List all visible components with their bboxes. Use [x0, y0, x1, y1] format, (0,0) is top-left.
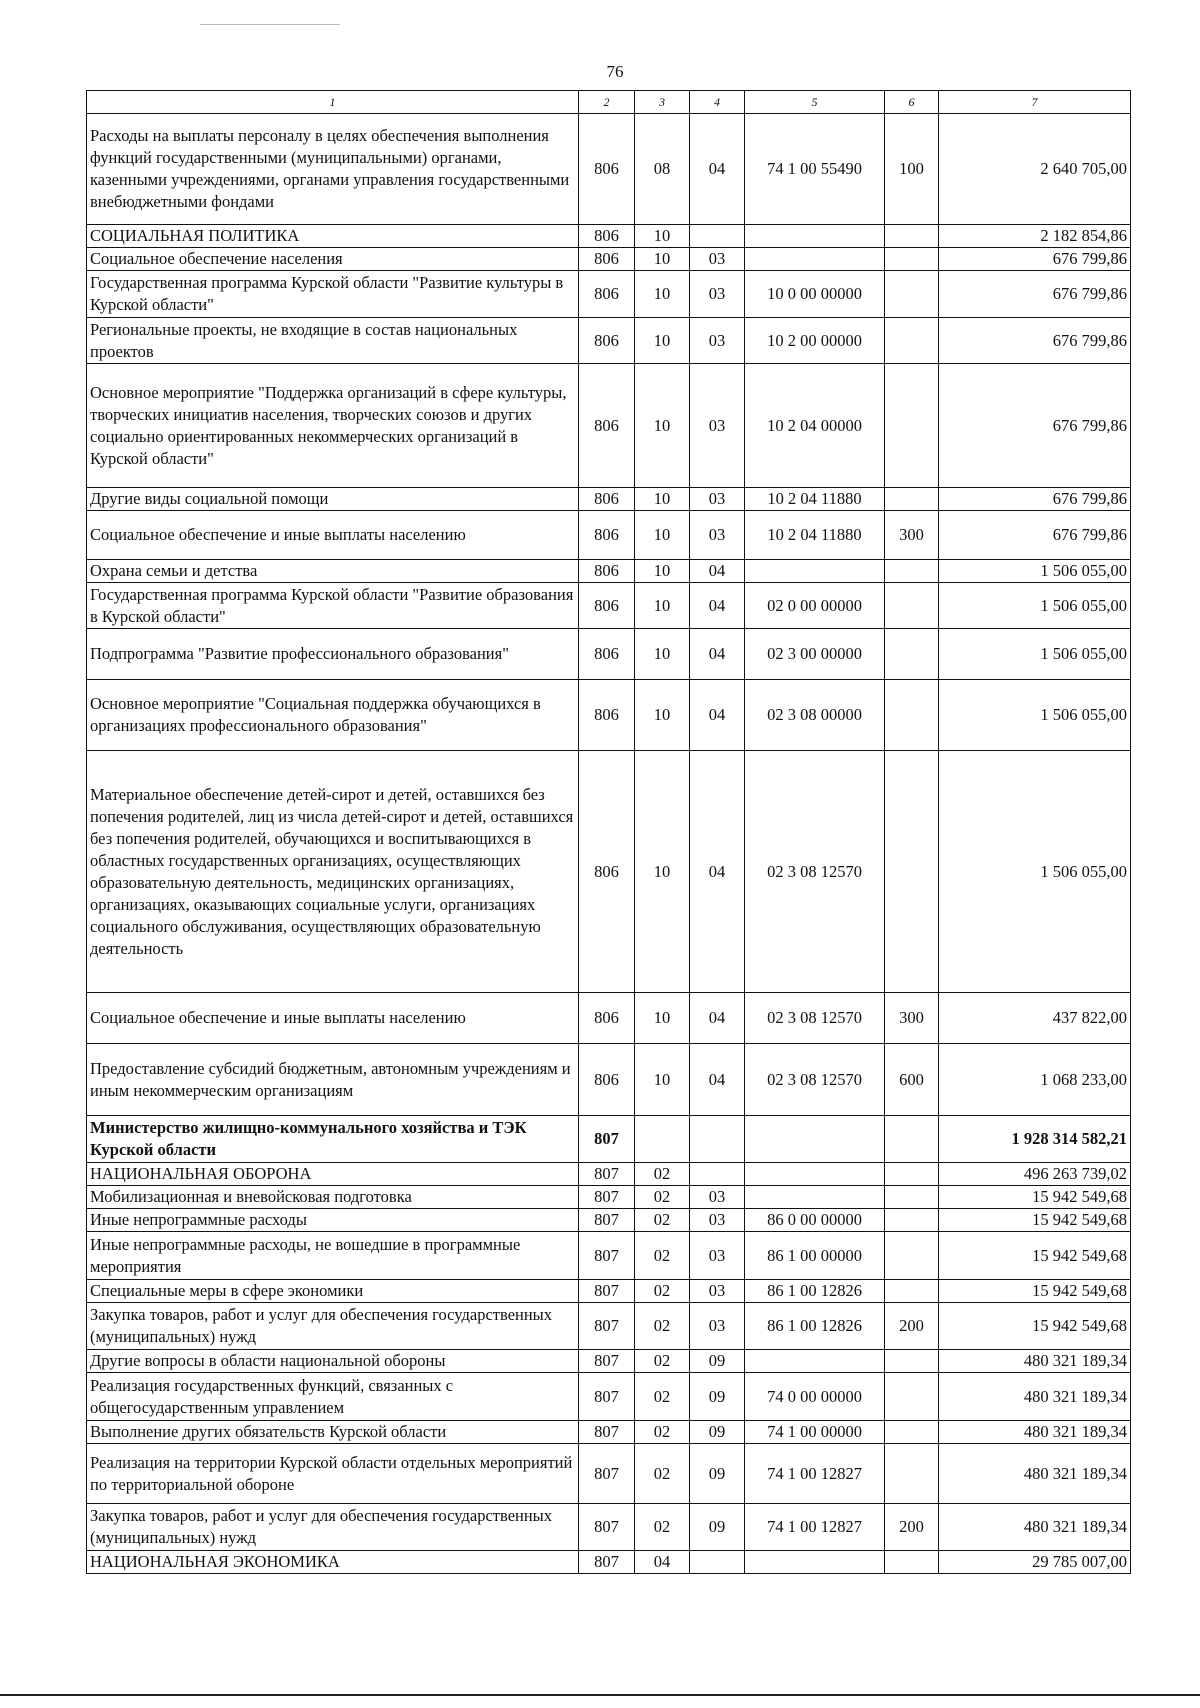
expense-type-code	[885, 1551, 939, 1574]
item-name: Региональные проекты, не входящие в состав национальных проектов	[87, 318, 579, 364]
section-code: 02	[635, 1350, 690, 1373]
ministry-code: 807	[579, 1232, 635, 1280]
table-row	[87, 1163, 1131, 1186]
subsection-code: 03	[690, 364, 745, 488]
table-row	[87, 1350, 1131, 1373]
subsection-code: 09	[690, 1350, 745, 1373]
section-code: 10	[635, 318, 690, 364]
item-name: Специальные меры в сфере экономики	[87, 1280, 579, 1303]
column-number: 1	[87, 91, 579, 114]
expense-type-code	[885, 560, 939, 583]
expense-type-code	[885, 1373, 939, 1421]
item-name: Расходы на выплаты персоналу в целях обеспечения выполнения функций государственными (муниципальными) органами, казенными учреждениями, органами управления государственными внебюджетными фондами	[87, 114, 579, 225]
subsection-code: 04	[690, 629, 745, 680]
table-row	[87, 560, 1131, 583]
ministry-code: 807	[579, 1551, 635, 1574]
subsection-code: 04	[690, 1044, 745, 1116]
amount: 496 263 739,02	[939, 1163, 1131, 1186]
amount: 15 942 549,68	[939, 1209, 1131, 1232]
expense-type-code: 300	[885, 993, 939, 1044]
ministry-code: 806	[579, 225, 635, 248]
table-row	[87, 1044, 1131, 1116]
item-name: Основное мероприятие "Социальная поддержка обучающихся в организациях профессионального образования"	[87, 680, 579, 751]
table-row	[87, 318, 1131, 364]
amount: 15 942 549,68	[939, 1232, 1131, 1280]
item-name: Иные непрограммные расходы, не вошедшие в программные мероприятия	[87, 1232, 579, 1280]
section-code: 10	[635, 1044, 690, 1116]
budget-table	[86, 90, 1131, 1574]
subsection-code: 04	[690, 751, 745, 993]
target-article-code: 86 1 00 12826	[745, 1280, 885, 1303]
item-name: Закупка товаров, работ и услуг для обеспечения государственных (муниципальных) нужд	[87, 1504, 579, 1551]
expense-type-code	[885, 488, 939, 511]
column-number: 6	[885, 91, 939, 114]
item-name: Другие вопросы в области национальной обороны	[87, 1350, 579, 1373]
item-name: СОЦИАЛЬНАЯ ПОЛИТИКА	[87, 225, 579, 248]
amount: 2 182 854,86	[939, 225, 1131, 248]
amount: 480 321 189,34	[939, 1421, 1131, 1444]
ministry-code: 806	[579, 751, 635, 993]
target-article-code	[745, 1116, 885, 1163]
ministry-code: 806	[579, 1044, 635, 1116]
column-number: 5	[745, 91, 885, 114]
item-name: Социальное обеспечение населения	[87, 248, 579, 271]
table-row	[87, 1280, 1131, 1303]
target-article-code: 02 3 08 12570	[745, 1044, 885, 1116]
expense-type-code: 200	[885, 1303, 939, 1350]
expense-type-code	[885, 364, 939, 488]
ministry-code: 807	[579, 1163, 635, 1186]
table-row	[87, 1116, 1131, 1163]
amount: 676 799,86	[939, 511, 1131, 560]
target-article-code: 10 2 04 11880	[745, 511, 885, 560]
table-row	[87, 1504, 1131, 1551]
table-row	[87, 511, 1131, 560]
subsection-code: 04	[690, 680, 745, 751]
section-code: 02	[635, 1421, 690, 1444]
ministry-code: 806	[579, 364, 635, 488]
subsection-code: 03	[690, 1280, 745, 1303]
amount: 1 506 055,00	[939, 560, 1131, 583]
target-article-code: 02 3 08 12570	[745, 751, 885, 993]
table-row	[87, 114, 1131, 225]
table-row	[87, 1209, 1131, 1232]
section-code: 02	[635, 1280, 690, 1303]
expense-type-code	[885, 1209, 939, 1232]
item-name: Мобилизационная и вневойсковая подготовка	[87, 1186, 579, 1209]
subsection-code: 04	[690, 583, 745, 629]
ministry-code: 806	[579, 993, 635, 1044]
table-row	[87, 271, 1131, 318]
target-article-code: 02 3 08 12570	[745, 993, 885, 1044]
expense-type-code	[885, 1444, 939, 1504]
section-code: 10	[635, 629, 690, 680]
target-article-code: 10 2 00 00000	[745, 318, 885, 364]
ministry-code: 806	[579, 488, 635, 511]
expense-type-code	[885, 318, 939, 364]
table-row	[87, 583, 1131, 629]
subsection-code: 09	[690, 1504, 745, 1551]
expense-type-code	[885, 629, 939, 680]
section-code: 10	[635, 560, 690, 583]
subsection-code: 03	[690, 1209, 745, 1232]
target-article-code: 74 1 00 12827	[745, 1444, 885, 1504]
item-name: НАЦИОНАЛЬНАЯ ОБОРОНА	[87, 1163, 579, 1186]
target-article-code: 10 2 04 11880	[745, 488, 885, 511]
table-row	[87, 993, 1131, 1044]
expense-type-code	[885, 1116, 939, 1163]
table-row	[87, 1421, 1131, 1444]
section-code: 10	[635, 271, 690, 318]
table-row	[87, 1232, 1131, 1280]
ministry-code: 807	[579, 1350, 635, 1373]
target-article-code: 86 1 00 12826	[745, 1303, 885, 1350]
item-name: Государственная программа Курской области "Развитие культуры в Курской области"	[87, 271, 579, 318]
section-code: 02	[635, 1163, 690, 1186]
ministry-code: 807	[579, 1116, 635, 1163]
subsection-code	[690, 1551, 745, 1574]
ministry-code: 806	[579, 318, 635, 364]
subsection-code	[690, 1116, 745, 1163]
item-name: НАЦИОНАЛЬНАЯ ЭКОНОМИКА	[87, 1551, 579, 1574]
amount: 1 928 314 582,21	[939, 1116, 1131, 1163]
section-code: 10	[635, 488, 690, 511]
item-name: Реализация на территории Курской области отдельных мероприятий по территориальной обороне	[87, 1444, 579, 1504]
subsection-code: 09	[690, 1373, 745, 1421]
subsection-code: 03	[690, 511, 745, 560]
expense-type-code	[885, 271, 939, 318]
amount: 1 506 055,00	[939, 583, 1131, 629]
subsection-code: 03	[690, 1232, 745, 1280]
target-article-code: 02 0 00 00000	[745, 583, 885, 629]
target-article-code	[745, 1551, 885, 1574]
ministry-code: 807	[579, 1504, 635, 1551]
amount: 676 799,86	[939, 271, 1131, 318]
table-body	[87, 91, 1131, 1574]
amount: 1 506 055,00	[939, 629, 1131, 680]
table-row	[87, 1303, 1131, 1350]
column-number: 3	[635, 91, 690, 114]
subsection-code: 03	[690, 248, 745, 271]
expense-type-code	[885, 1350, 939, 1373]
target-article-code: 86 1 00 00000	[745, 1232, 885, 1280]
expense-type-code	[885, 225, 939, 248]
amount: 1 506 055,00	[939, 751, 1131, 993]
expense-type-code	[885, 1421, 939, 1444]
item-name: Социальное обеспечение и иные выплаты населению	[87, 511, 579, 560]
amount: 1 068 233,00	[939, 1044, 1131, 1116]
amount: 2 640 705,00	[939, 114, 1131, 225]
subsection-code: 09	[690, 1421, 745, 1444]
target-article-code: 10 2 04 00000	[745, 364, 885, 488]
subsection-code: 03	[690, 318, 745, 364]
target-article-code: 74 1 00 00000	[745, 1421, 885, 1444]
section-code: 10	[635, 680, 690, 751]
section-code: 10	[635, 364, 690, 488]
ministry-code: 807	[579, 1421, 635, 1444]
table-row	[87, 1551, 1131, 1574]
item-name: Реализация государственных функций, связанных с общегосударственным управлением	[87, 1373, 579, 1421]
ministry-code: 806	[579, 248, 635, 271]
section-code: 10	[635, 993, 690, 1044]
item-name: Основное мероприятие "Поддержка организаций в сфере культуры, творческих инициатив населения, творческих союзов и других социально ориентированных некоммерческих организаций в Курской области"	[87, 364, 579, 488]
expense-type-code	[885, 1280, 939, 1303]
ministry-code: 806	[579, 680, 635, 751]
target-article-code: 74 1 00 55490	[745, 114, 885, 225]
expense-type-code	[885, 1163, 939, 1186]
page-number: 76	[606, 62, 624, 81]
target-article-code: 02 3 00 00000	[745, 629, 885, 680]
section-code: 10	[635, 511, 690, 560]
amount: 29 785 007,00	[939, 1551, 1131, 1574]
ministry-code: 806	[579, 629, 635, 680]
table-row	[87, 1444, 1131, 1504]
table-row	[87, 248, 1131, 271]
subsection-code: 03	[690, 1186, 745, 1209]
item-name: Иные непрограммные расходы	[87, 1209, 579, 1232]
section-code: 08	[635, 114, 690, 225]
section-code: 04	[635, 1551, 690, 1574]
amount: 480 321 189,34	[939, 1444, 1131, 1504]
column-number: 7	[939, 91, 1131, 114]
ministry-code: 807	[579, 1303, 635, 1350]
section-code: 02	[635, 1504, 690, 1551]
item-name: Государственная программа Курской области "Развитие образования в Курской области"	[87, 583, 579, 629]
target-article-code: 74 0 00 00000	[745, 1373, 885, 1421]
ministry-code: 807	[579, 1373, 635, 1421]
section-code: 02	[635, 1232, 690, 1280]
ministry-code: 806	[579, 114, 635, 225]
ministry-code: 807	[579, 1209, 635, 1232]
ministry-code: 806	[579, 511, 635, 560]
target-article-code	[745, 1163, 885, 1186]
expense-type-code	[885, 583, 939, 629]
table-row	[87, 629, 1131, 680]
item-name: Выполнение других обязательств Курской области	[87, 1421, 579, 1444]
table-row	[87, 1373, 1131, 1421]
amount: 676 799,86	[939, 364, 1131, 488]
subsection-code: 03	[690, 488, 745, 511]
amount: 480 321 189,34	[939, 1373, 1131, 1421]
amount: 15 942 549,68	[939, 1280, 1131, 1303]
amount: 15 942 549,68	[939, 1303, 1131, 1350]
section-code: 02	[635, 1209, 690, 1232]
target-article-code	[745, 1186, 885, 1209]
ministry-code: 807	[579, 1186, 635, 1209]
item-name: Закупка товаров, работ и услуг для обеспечения государственных (муниципальных) нужд	[87, 1303, 579, 1350]
target-article-code: 10 0 00 00000	[745, 271, 885, 318]
item-name: Материальное обеспечение детей-сирот и детей, оставшихся без попечения родителей, лиц из числа детей-сирот и детей, оставшихся без попечения родителей, обучающихся и воспитывающихся в областных государственных организациях, осуществляющих образовательную деятельность, медицинских организациях, организациях, оказывающих социальные услуги, организациях социального обслуживания, осуществляющих образовательную деятельность	[87, 751, 579, 993]
item-name: Другие виды социальной помощи	[87, 488, 579, 511]
section-code: 10	[635, 583, 690, 629]
subsection-code	[690, 1163, 745, 1186]
target-article-code	[745, 225, 885, 248]
section-code: 10	[635, 248, 690, 271]
column-number: 2	[579, 91, 635, 114]
subsection-code: 03	[690, 1303, 745, 1350]
item-name: Предоставление субсидий бюджетным, автономным учреждениям и иным некоммерческим организациям	[87, 1044, 579, 1116]
item-name: Подпрограмма "Развитие профессионального образования"	[87, 629, 579, 680]
section-code: 10	[635, 751, 690, 993]
amount: 1 506 055,00	[939, 680, 1131, 751]
subsection-code	[690, 225, 745, 248]
section-code: 02	[635, 1186, 690, 1209]
amount: 15 942 549,68	[939, 1186, 1131, 1209]
table-row	[87, 1186, 1131, 1209]
amount: 676 799,86	[939, 248, 1131, 271]
ministry-code: 807	[579, 1444, 635, 1504]
amount: 676 799,86	[939, 318, 1131, 364]
item-name: Министерство жилищно-коммунального хозяйства и ТЭК Курской области	[87, 1116, 579, 1163]
subsection-code: 03	[690, 271, 745, 318]
subsection-code: 04	[690, 114, 745, 225]
target-article-code	[745, 560, 885, 583]
table-row	[87, 225, 1131, 248]
subsection-code: 04	[690, 560, 745, 583]
section-code: 02	[635, 1303, 690, 1350]
item-name: Социальное обеспечение и иные выплаты населению	[87, 993, 579, 1044]
section-code	[635, 1116, 690, 1163]
expense-type-code: 200	[885, 1504, 939, 1551]
expense-type-code	[885, 248, 939, 271]
expense-type-code: 300	[885, 511, 939, 560]
expense-type-code	[885, 751, 939, 993]
page-bottom-border	[0, 1694, 1200, 1696]
table-row	[87, 680, 1131, 751]
column-number-row	[87, 91, 1131, 114]
table-row	[87, 751, 1131, 993]
target-article-code: 02 3 08 00000	[745, 680, 885, 751]
column-number: 4	[690, 91, 745, 114]
amount: 437 822,00	[939, 993, 1131, 1044]
ministry-code: 807	[579, 1280, 635, 1303]
subsection-code: 09	[690, 1444, 745, 1504]
expense-type-code: 600	[885, 1044, 939, 1116]
ministry-code: 806	[579, 560, 635, 583]
expense-type-code: 100	[885, 114, 939, 225]
amount: 480 321 189,34	[939, 1504, 1131, 1551]
ministry-code: 806	[579, 271, 635, 318]
amount: 480 321 189,34	[939, 1350, 1131, 1373]
target-article-code	[745, 248, 885, 271]
target-article-code: 86 0 00 00000	[745, 1209, 885, 1232]
expense-type-code	[885, 1232, 939, 1280]
scan-mark	[200, 24, 340, 25]
table-row	[87, 488, 1131, 511]
section-code: 02	[635, 1373, 690, 1421]
table-row	[87, 364, 1131, 488]
ministry-code: 806	[579, 583, 635, 629]
section-code: 10	[635, 225, 690, 248]
expense-type-code	[885, 680, 939, 751]
target-article-code	[745, 1350, 885, 1373]
section-code: 02	[635, 1444, 690, 1504]
expense-type-code	[885, 1186, 939, 1209]
subsection-code: 04	[690, 993, 745, 1044]
amount: 676 799,86	[939, 488, 1131, 511]
item-name: Охрана семьи и детства	[87, 560, 579, 583]
target-article-code: 74 1 00 12827	[745, 1504, 885, 1551]
